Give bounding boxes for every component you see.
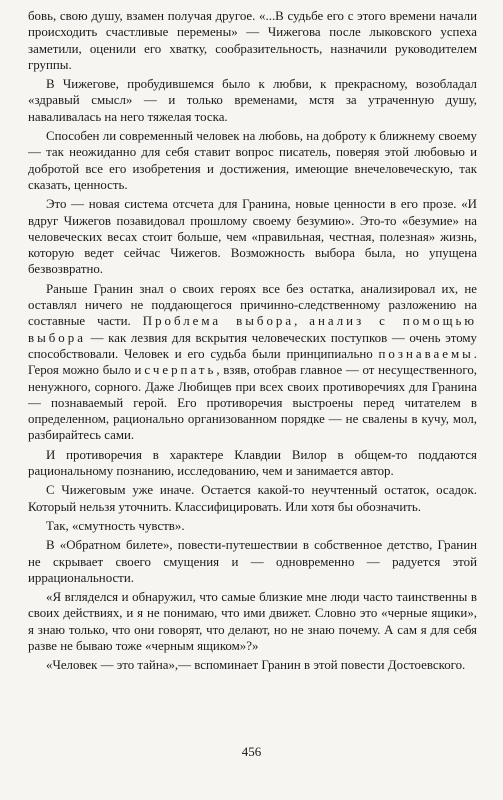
- text-run: Способен ли современный человек на любовь, на доброту к ближнему своему — так неожиданно для себя ставит вопрос писатель, поверяя этой любовью и добротой все его изобретения и достижения, имеющие внечеловеческую, так сказать, ценность.: [28, 129, 477, 192]
- body-text: [28, 8, 477, 674]
- text-run: «Человек — это тайна»,— вспоминает Гранин в этой повести Достоевского.: [46, 658, 466, 673]
- text-run: — как лезвия для вскрытия человеческих поступков — очень этому способствовали. Человек и его судьба были принципиально: [28, 330, 477, 361]
- text-run: , взяв, отобрав главное — от несущественного, ненужного, сорного. Даже Любищев при всех своих противоречиях для Гранина — познаваемый герой. Его противоречия выстроены перед читателем в определенном, рационально организованном порядке — не свалены в кучу, мол, разбирайтесь сами.: [28, 363, 477, 443]
- text-run: бовь, свою душу, взамен получая другое. «...В судьбе его с этого времени начали происходить счастливые перемены» — Чижегова после лыковского успеха заметили, оценили его хватку, сообразительность, назначили руководителем группы.: [28, 9, 477, 72]
- paragraph: [28, 518, 477, 534]
- paragraph: [28, 589, 477, 654]
- text-run: . Героя можно было: [28, 346, 477, 378]
- text-run: «Я вгляделся и обнаружил, что самые близкие мне люди часто таинственны в своих действиях, и я не понимаю, что ими движет. Словно это «черные ящики», я знаю только, что они говорят, что делают, но не знаю почему. А сам я для себя разве не бываю тоже «черным ящиком»?»: [28, 590, 477, 653]
- text-run: С Чижеговым уже иначе. Остается какой-то неучтенный остаток, осадок. Который нельзя уточнить. Классифицировать. Или хотя бы обозначить.: [28, 483, 477, 514]
- spaced-emphasis: Проблема выбора: [142, 314, 295, 329]
- paragraph: [28, 447, 477, 480]
- paragraph: [28, 196, 477, 277]
- paragraph: [28, 482, 477, 515]
- spaced-emphasis: анализ с помощью выбора: [28, 314, 477, 345]
- text-run: Раньше Гранин знал о своих героях все без остатка, анализировал их, не оставлял ничего не поддающегося причинно-следственному разложению на составные части.: [28, 281, 477, 329]
- text-run: В «Обратном билете», повести-путешествии в собственное детство, Гранин не скрывает своего смущения и — одновременно — радуется этой иррациональности.: [28, 538, 477, 585]
- paragraph: [28, 657, 477, 673]
- paragraph: [28, 128, 477, 193]
- text-run: ,: [294, 314, 310, 329]
- spaced-emphasis: познаваемы: [378, 346, 474, 361]
- spaced-emphasis: исчерпать: [134, 363, 217, 378]
- text-run: Это — новая система отсчета для Гранина, новые ценности в его прозе. «И вдруг Чижегов позавидовал прошлому своему безумию». Это-то «безумие» на человеческих весах стоит больше, чем «правильная, честная, полезная» жизнь, которую ведет сейчас Чижегов. Возможность выбора была, но упущена безвозвратно.: [28, 197, 477, 277]
- text-run: Так, «смутность чувств».: [46, 518, 185, 533]
- paragraph: [28, 537, 477, 586]
- page-number: 456: [241, 744, 262, 759]
- paragraph: [28, 8, 477, 73]
- paragraph: [28, 281, 477, 444]
- text-run: И противоречия в характере Клавдии Вилор в общем-то поддаются рациональному познанию, исследованию, чем и занимается автор.: [28, 447, 477, 479]
- text-run: В Чижегове, пробудившемся было к любви, к прекрасному, возобладал «здравый смысл» — и только временами, мстя за утраченную душу, наваливалась на него тяжелая тоска.: [28, 77, 477, 124]
- paragraph: [28, 76, 477, 125]
